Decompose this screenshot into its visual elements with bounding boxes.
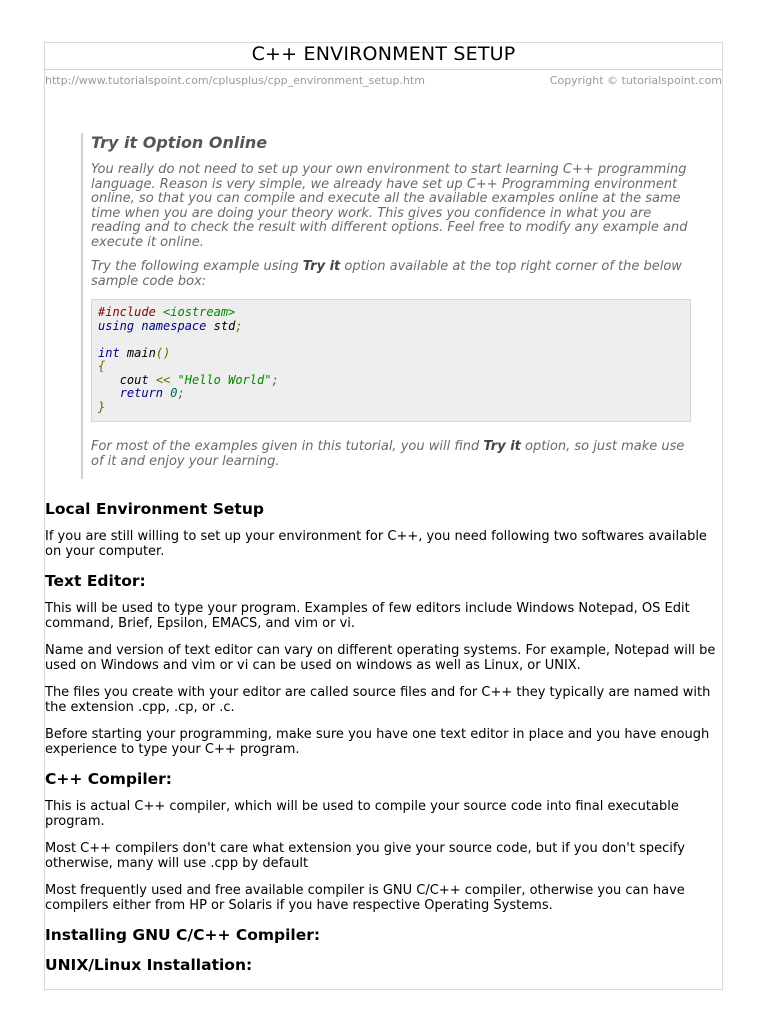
code-main: main [126, 345, 156, 360]
code-cout: cout [119, 372, 149, 387]
unix-linux-installation-heading: UNIX/Linux Installation: [45, 956, 253, 974]
source-url-link[interactable]: http://www.tutorialspoint.com/cplusplus/cpp_environment_setup.htm [45, 74, 425, 87]
code-using-keyword: using [98, 318, 135, 333]
code-namespace-keyword: namespace [141, 318, 207, 333]
try-it-paragraph-1: You really do not need to set up your own environment to start learning C++ programming language. Reason is very simple, we already have set up C++ Programming environment online, so that you can compile and execute all the available examples online at the same time when you are doing your theory work. This gives you confidence in what you are reading and to check the result with different options. Feel free to modify any example and execute it online. [91, 162, 688, 250]
text-editor-paragraph-3: The files you create with your editor are called source files and for C++ they typically are named with the extension .cpp, .cp, or .c. [45, 685, 711, 715]
title-divider [45, 69, 722, 70]
code-include-directive: #include [98, 305, 156, 319]
code-std: std [213, 318, 236, 333]
cpp-compiler-paragraph-1: This is actual C++ compiler, which will be used to compile your source code into final executable program. [45, 799, 679, 829]
code-open-brace: { [98, 359, 106, 373]
installing-gnu-heading: Installing GNU C/C++ Compiler: [45, 926, 321, 944]
code-hello-string: "Hello World" [177, 372, 272, 387]
text-editor-heading: Text Editor: [45, 572, 146, 590]
try-it-term: Try it [302, 259, 341, 274]
text-editor-paragraph-2: Name and version of text editor can vary on different operating systems. For example, Notepad will be used on Windows and vim or vi can be used on windows as well as Linux, or UNIX. [45, 643, 716, 673]
page-title: C++ ENVIRONMENT SETUP [251, 43, 516, 65]
try-it-callout [81, 133, 691, 479]
code-return-keyword: return [119, 386, 164, 400]
try-it-term-2: Try it [483, 439, 521, 454]
try-it-heading: Try it Option Online [91, 133, 268, 152]
code-include-header: <iostream> [163, 305, 236, 319]
copyright-notice: Copyright © tutorialspoint.com [549, 74, 722, 87]
cpp-compiler-paragraph-3: Most frequently used and free available compiler is GNU C/C++ compiler, otherwise you can have compilers either from HP or Solaris if you have respective Operating Systems. [45, 883, 685, 913]
text-editor-paragraph-4: Before starting your programming, make sure you have one text editor in place and you have enough experience to type your C++ program. [45, 727, 710, 757]
local-environment-heading: Local Environment Setup [45, 500, 264, 518]
try-it-paragraph-2: Try the following example using Try it option available at the top right corner of the below sample code box: [91, 259, 682, 289]
code-close-brace: } [98, 399, 106, 414]
cpp-compiler-heading: C++ Compiler: [45, 770, 172, 788]
code-zero: 0 [170, 386, 178, 400]
local-environment-paragraph: If you are still willing to set up your environment for C++, you need following two softwares available on your computer. [45, 529, 707, 559]
document-page [44, 42, 723, 990]
main-content [45, 500, 724, 986]
text-editor-paragraph-1: This will be used to type your program. Examples of few editors include Windows Notepad, OS Edit command, Brief, Epsilon, EMACS, and vim or vi. [45, 601, 690, 631]
try-it-paragraph-3: For most of the examples given in this tutorial, you will find Try it option, so just make use of it and enjoy your learning. [91, 439, 685, 469]
cpp-compiler-paragraph-2: Most C++ compilers don't care what extension you give your source code, but if you don't specify otherwise, many will use .cpp by default [45, 841, 685, 871]
sample-code-box[interactable]: #include <iostream> using namespace std; int main() { cout << "Hello World"; return 0; } [91, 299, 691, 422]
code-int-keyword: int [98, 345, 120, 360]
